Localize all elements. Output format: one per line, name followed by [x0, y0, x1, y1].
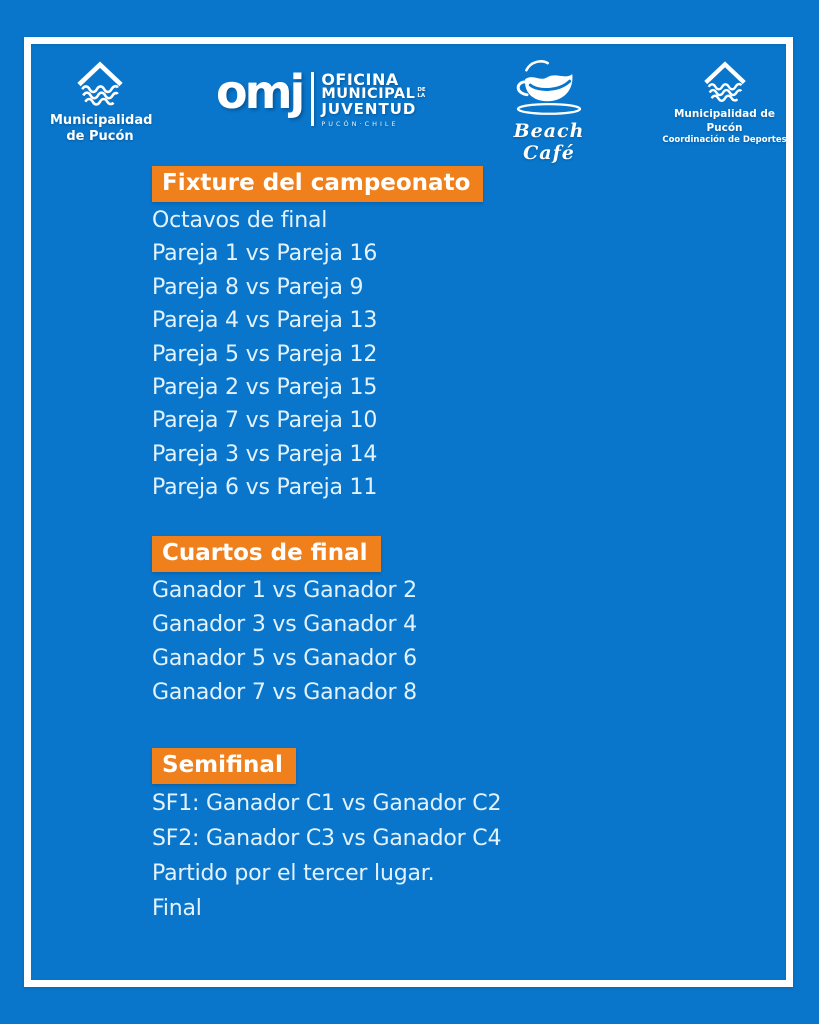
omj-line3: JUVENTUD: [321, 100, 417, 118]
section-lines: [152, 786, 752, 926]
logo-omj: [216, 65, 426, 129]
fixture-line: Pareja 2 vs Pareja 15: [152, 375, 378, 401]
pucon-house-waves-icon: [50, 60, 150, 108]
omj-divider: [311, 72, 314, 126]
fixture-line: Ganador 5 vs Ganador 6: [152, 645, 417, 671]
logo-beach-cafe: [489, 56, 609, 164]
fixture-line: Final: [152, 895, 202, 921]
fixture-line: Pareja 5 vs Pareja 12: [152, 341, 378, 367]
omj-line1: OFICINA: [321, 70, 399, 89]
fixture-content: [152, 166, 752, 926]
fixture-line: Pareja 8 vs Pareja 9: [152, 274, 364, 300]
section-header-fixture: Fixture del campeonato: [152, 166, 483, 202]
logo-municipalidad-line1: Municipalidad: [50, 113, 153, 128]
fixture-line: Partido por el tercer lugar.: [152, 860, 435, 886]
fixture-line: Ganador 7 vs Ganador 8: [152, 679, 417, 705]
pucon-house-waves-icon: [662, 60, 787, 104]
section-cuartos: [152, 536, 752, 710]
beach-cafe-name: Beach Café: [513, 120, 585, 164]
fixture-line: Pareja 6 vs Pareja 11: [152, 475, 378, 501]
omj-acronym: omj: [216, 65, 303, 119]
section-octavos: [152, 166, 752, 505]
fixture-line: Ganador 3 vs Ganador 4: [152, 611, 417, 637]
fixture-line: SF1: Ganador C1 vs Ganador C2: [152, 790, 502, 816]
omj-line4: PUCÓN·CHILE: [321, 120, 399, 128]
fixture-line: Pareja 1 vs Pareja 16: [152, 241, 378, 267]
logo-municipalidad-pucon: [50, 60, 153, 146]
logo-deportes-line2: Coordinación de Deportes: [662, 135, 787, 146]
section-header-cuartos: Cuartos de final: [152, 536, 381, 572]
section-lines: [152, 204, 752, 505]
coffee-cup-wave-icon: [489, 56, 609, 118]
omj-line2: MUNICIPAL: [321, 86, 416, 102]
section-lines: [152, 574, 752, 710]
fixture-line: Pareja 4 vs Pareja 13: [152, 308, 378, 334]
omj-line2-small-bottom: LA: [417, 92, 426, 99]
omj-line2-small-top: DE: [417, 87, 426, 93]
logo-deportes-line1: Municipalidad de Pucón: [673, 108, 776, 134]
fixture-line: SF2: Ganador C3 vs Ganador C4: [152, 825, 502, 851]
logo-coordinacion-deportes: [662, 60, 787, 146]
section-semifinal: [152, 748, 752, 926]
fixture-line: Pareja 7 vs Pareja 10: [152, 408, 378, 434]
fixture-line: Ganador 1 vs Ganador 2: [152, 577, 417, 603]
fixture-line: Octavos de final: [152, 208, 328, 233]
fixture-line: Pareja 3 vs Pareja 14: [152, 441, 378, 467]
logo-municipalidad-line2: de Pucón: [66, 129, 134, 145]
section-header-semifinal: Semifinal: [152, 748, 296, 784]
